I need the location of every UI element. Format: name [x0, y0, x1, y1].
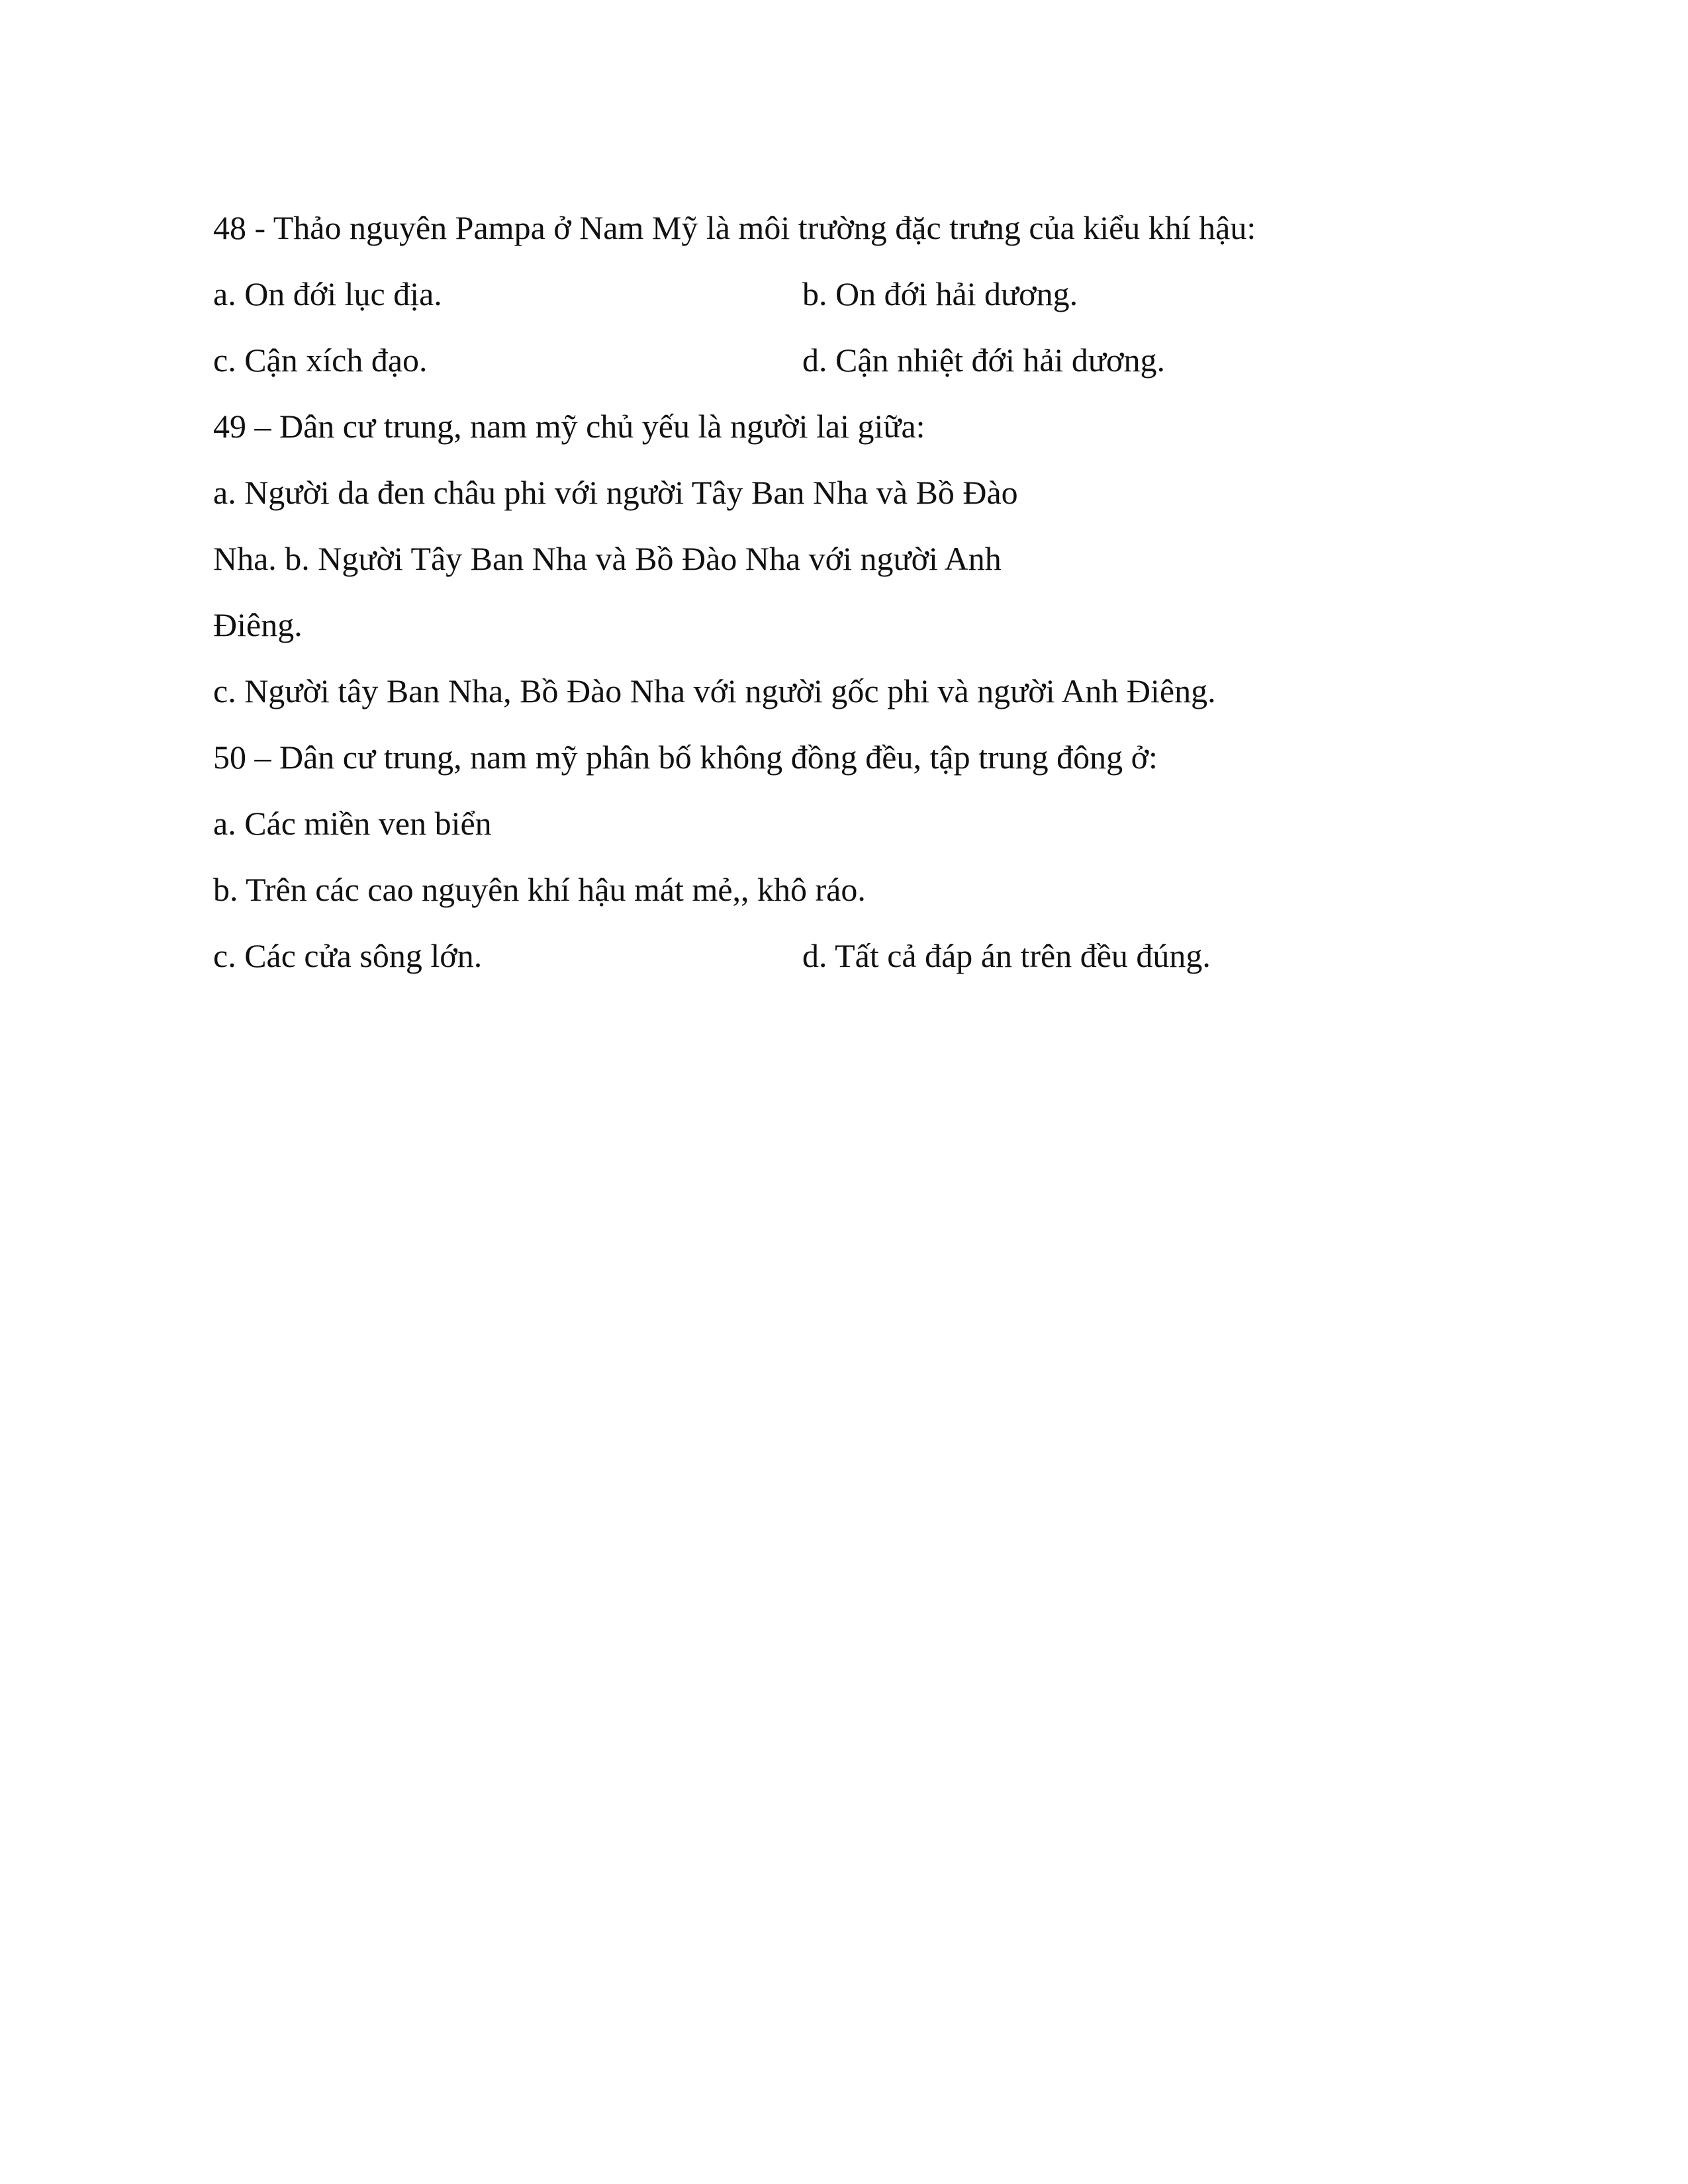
q49-option-line1: a. Người da đen châu phi với người Tây Ban Nha và Bồ Đào — [213, 474, 1018, 511]
q50-option-a: a. Các miền ven biển — [213, 805, 492, 842]
q48-question: 48 - Thảo nguyên Pampa ở Nam Mỹ là môi trường đặc trưng của kiểu khí hậu: — [213, 209, 1256, 246]
q49-option-line2: Nha. b. Người Tây Ban Nha và Bồ Đào Nha với người Anh — [213, 540, 1002, 577]
q50-option-b: b. Trên các cao nguyên khí hậu mát mẻ,, khô ráo. — [213, 871, 866, 908]
q48-option-d: d. Cận nhiệt đới hải dương. — [802, 341, 1165, 379]
q50-question: 50 – Dân cư trung, nam mỹ phân bố không đồng đều, tập trung đông ở: — [213, 739, 1158, 776]
q48-option-a: a. On đới lục địa. — [213, 275, 442, 312]
q49-option-c: c. Người tây Ban Nha, Bồ Đào Nha với người gốc phi và người Anh Điêng. — [213, 672, 1216, 709]
q49-option-line3: Điêng. — [213, 606, 303, 643]
q50-option-d: d. Tất cả đáp án trên đều đúng. — [802, 937, 1211, 974]
q50-option-c: c. Các cửa sông lớn. — [213, 937, 483, 974]
q48-option-c: c. Cận xích đạo. — [213, 341, 428, 379]
q48-option-b: b. On đới hải dương. — [802, 275, 1078, 312]
q49-question: 49 – Dân cư trung, nam mỹ chủ yếu là người lai giữa: — [213, 408, 925, 445]
